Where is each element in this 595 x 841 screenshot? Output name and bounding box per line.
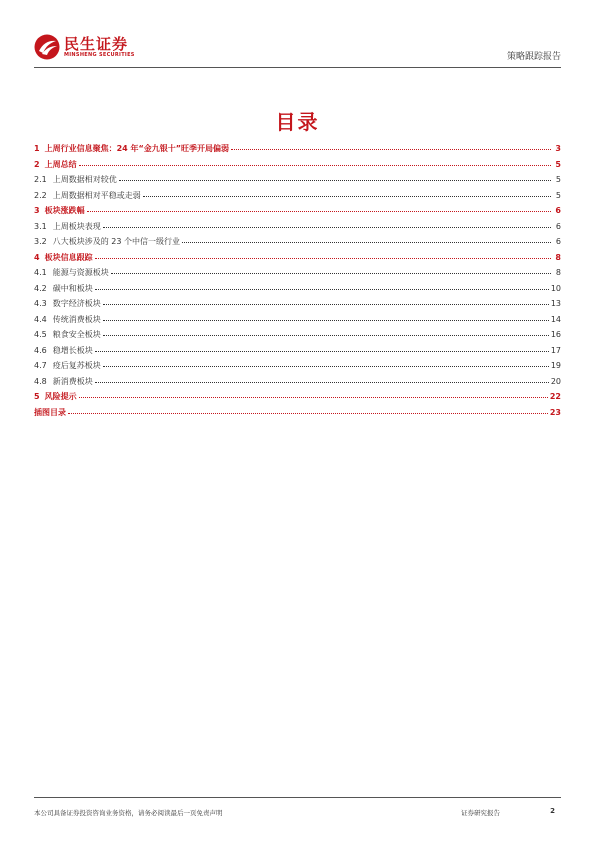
toc-entry-number: 3 [34,206,40,215]
footer-divider [34,797,561,798]
toc-entry[interactable] [34,267,561,283]
toc-entry[interactable] [34,391,561,407]
header-divider [34,67,561,68]
toc-entry-page: 13 [550,299,561,308]
toc-dot-leader [119,180,551,181]
toc-entry[interactable] [34,329,561,345]
toc-entry-title: 板块信息跟踪 [44,252,93,262]
report-type-label: 策略跟踪报告 [506,52,561,62]
table-of-contents [34,143,561,422]
toc-entry-title: 传统消费板块 [52,314,101,324]
toc-entry-title: 风险提示 [44,392,77,401]
toc-entry-number: 4.1 [34,268,47,277]
toc-entry-number: 4.6 [34,345,47,355]
toc-dot-leader [103,335,549,336]
page-header [34,30,561,68]
toc-entry[interactable] [34,345,561,361]
toc-entry[interactable] [34,221,561,237]
toc-entry-number: 3.1 [34,221,47,231]
toc-entry-title: 上周行业信息聚焦：24 年“金九银十”旺季开局偏弱 [44,144,230,153]
toc-entry[interactable] [34,407,561,423]
company-logo [34,34,135,60]
toc-entry-title: 上周数据相对平稳或走弱 [52,190,141,200]
toc-entry[interactable] [34,314,561,330]
toc-entry-number: 1 [34,144,40,153]
toc-entry[interactable] [34,298,561,314]
toc-entry-page: 17 [550,345,561,355]
toc-entry-number: 4.4 [34,314,47,324]
toc-entry[interactable] [34,205,561,221]
toc-dot-leader [143,196,551,197]
logo-english-name: MINSHENG SECURITIES [64,51,135,58]
footer-disclaimer: 本公司具备证券投资咨询业务资格，请务必阅读最后一页免责声明 [34,809,223,817]
toc-dot-leader [95,351,549,352]
toc-entry-page: 16 [550,330,561,339]
toc-entry-page: 5 [555,159,561,169]
toc-dot-leader [95,289,549,290]
toc-entry-number: 3.2 [34,237,47,246]
toc-entry-page: 8 [555,268,561,277]
toc-entry-page: 20 [550,376,561,386]
toc-entry-page: 6 [555,206,561,215]
toc-entry-title: 上周数据相对较优 [52,175,117,184]
toc-dot-leader [103,227,551,228]
toc-entry-number: 2.1 [34,175,47,184]
toc-dot-leader [182,242,551,243]
toc-entry-number: 2.2 [34,190,47,200]
toc-entry-page: 22 [549,392,561,401]
toc-entry-title: 插图目录 [34,407,66,417]
toc-entry-page: 23 [549,407,561,417]
logo-chinese-name: 民生证券 [64,34,129,53]
toc-entry-number: 4.5 [34,330,47,339]
toc-entry-number: 4.2 [34,283,47,293]
toc-dot-leader [79,165,551,166]
minsheng-logo-icon [34,34,60,60]
toc-entry-title: 板块涨跌幅 [44,206,85,215]
toc-dot-leader [79,397,548,398]
toc-entry[interactable] [34,283,561,299]
toc-entry-page: 6 [555,221,561,231]
toc-entry-title: 数字经济板块 [52,299,101,308]
toc-entry-number: 2 [34,159,40,169]
toc-entry[interactable] [34,236,561,252]
toc-entry-number: 4.3 [34,299,47,308]
toc-dot-leader [103,320,549,321]
toc-entry-page: 3 [555,144,561,153]
toc-entry-title: 上周板块表现 [52,221,101,231]
toc-dot-leader [103,366,549,367]
toc-dot-leader [95,258,551,259]
page-number: 2 [550,807,555,815]
toc-entry[interactable] [34,143,561,159]
toc-entry-title: 疫后复苏板块 [52,361,101,370]
toc-entry-page: 6 [555,237,561,246]
toc-entry[interactable] [34,174,561,190]
toc-entry[interactable] [34,190,561,206]
toc-entry[interactable] [34,159,561,175]
toc-entry-number: 5 [34,392,40,401]
toc-entry-page: 5 [555,190,561,200]
toc-dot-leader [68,413,548,414]
toc-entry[interactable] [34,376,561,392]
toc-dot-leader [231,149,551,150]
toc-dot-leader [87,211,551,212]
toc-entry[interactable] [34,252,561,268]
toc-dot-leader [111,273,551,274]
toc-entry-number: 4 [34,252,40,262]
toc-entry[interactable] [34,360,561,376]
toc-entry-page: 8 [555,252,561,262]
toc-entry-number: 4.8 [34,376,47,386]
toc-dot-leader [103,304,549,305]
toc-entry-title: 新消费板块 [52,376,93,386]
footer-report-type: 证券研究报告 [461,809,500,817]
toc-entry-title: 能源与资源板块 [52,268,109,277]
toc-entry-number: 4.7 [34,361,47,370]
toc-entry-page: 5 [555,175,561,184]
toc-entry-title: 粮食安全板块 [52,330,101,339]
toc-entry-title: 碳中和板块 [52,283,93,293]
toc-title: 目录 [275,110,320,134]
toc-entry-title: 八大板块涉及的 23 个中信一级行业 [52,237,180,246]
toc-entry-page: 19 [550,361,561,370]
toc-entry-title: 稳增长板块 [52,345,93,355]
toc-entry-page: 10 [550,283,561,293]
toc-dot-leader [95,382,549,383]
page-footer [34,797,561,817]
toc-entry-title: 上周总结 [44,159,77,169]
toc-entry-page: 14 [550,314,561,324]
